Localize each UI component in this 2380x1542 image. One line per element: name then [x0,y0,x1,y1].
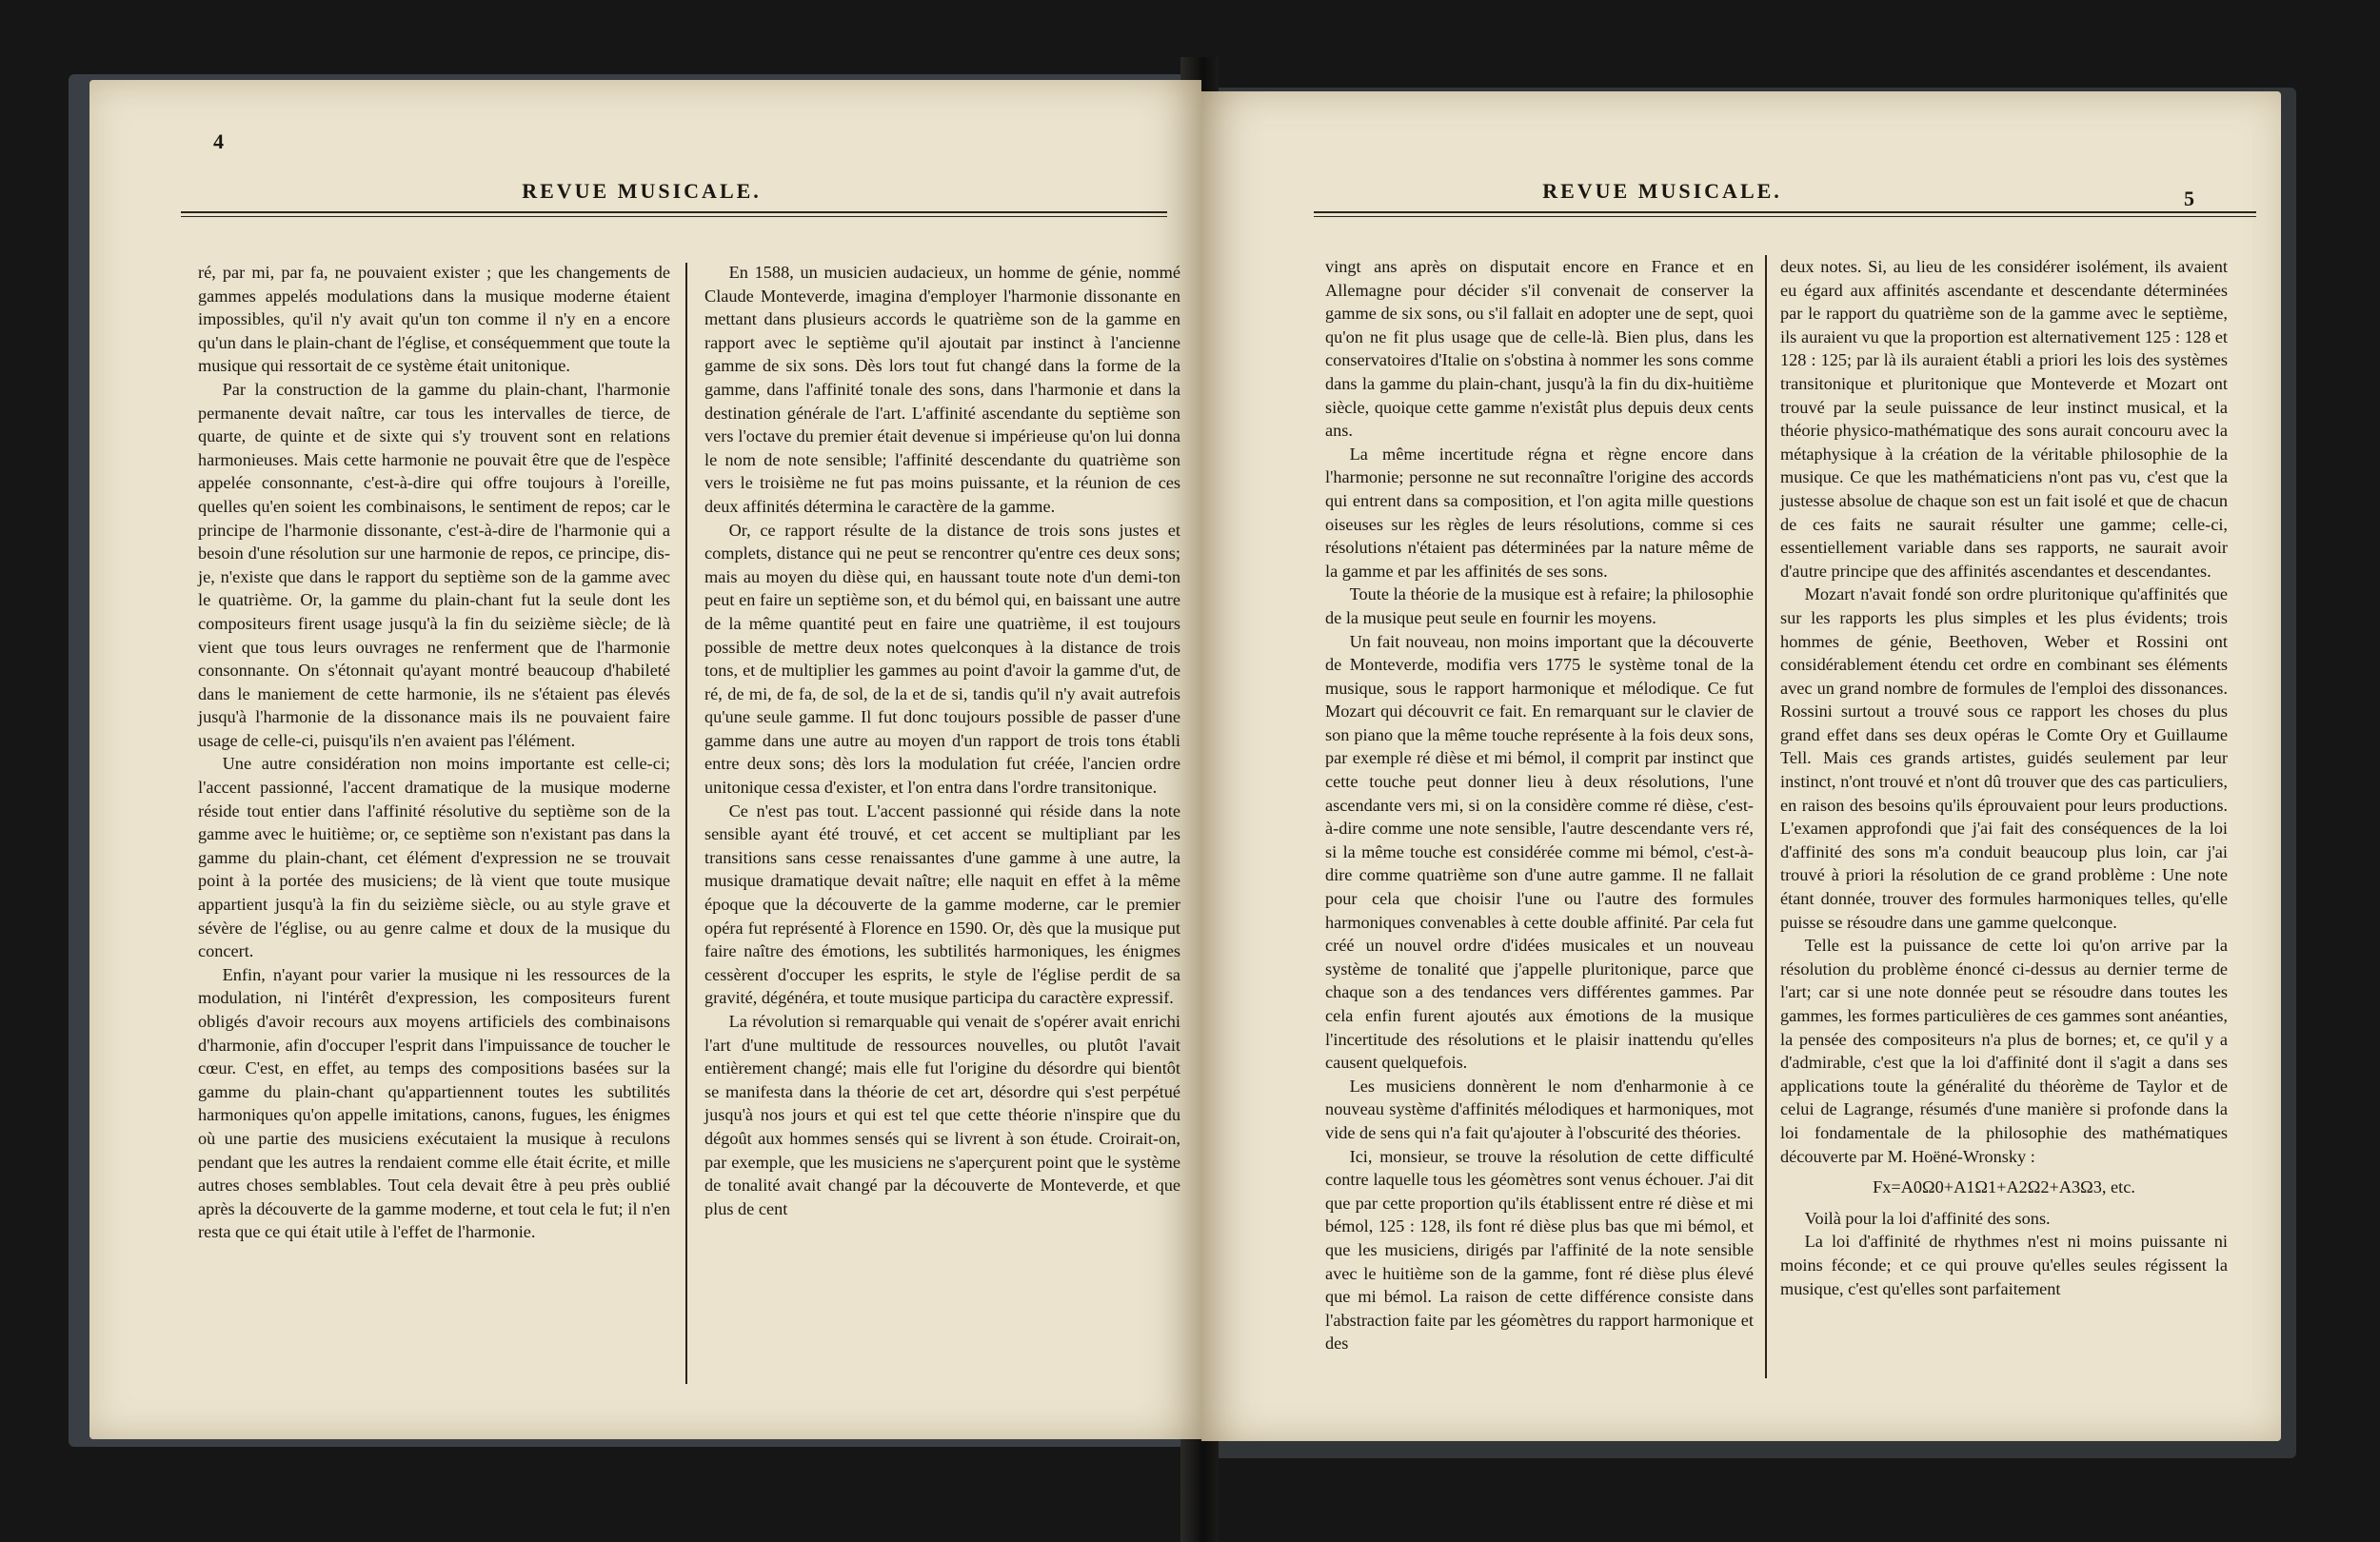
paragraph: En 1588, un musicien audacieux, un homme de génie, nommé Claude Monteverde, imagina d'employer l'harmonie dissonante en mettant dans plusieurs accords le quatrième son de la gamme en rapport avec le septième qu'il ajoutait par instinct à l'ancienne gamme de six sons. Dès lors tout fut changé dans la forme de la gamme, dans l'affinité tonale des sons, dans l'harmonie et dans la destination générale de l'art. L'affinité ascendante du septième son vers l'octave du premier était devenue si impérieuse qu'on lui donna le nom de note sensible; l'affinité descendante du quatrième son vers le troisième ne fut pas moins puissante, et la réunion de ces deux affinités détermina le caractère de la gamme. [704,263,1180,516]
paragraph: Voilà pour la loi d'affinité des sons. [1804,1208,2051,1228]
paragraph: ré, par mi, par fa, ne pouvaient exister ; que les changements de gammes appelés modulations dans la musique moderne étaient impossibles, qu'il n'y avait qu'un ton comme il n'y en a encore qu'un dans le plain-chant de l'église, et conséquemment que toute la musique qui ressortait de ce système était unitonique. [198,263,670,376]
paragraph: Par la construction de la gamme du plain-chant, l'harmonie permanente devait naître, car tous les intervalles de tierce, de quarte, de quinte et de sixte qui s'y trouvent sont en relations harmonieuses. Mais cette harmonie ne pouvait être que de l'espèce appelée consonnante, c'est-à-dire qui offre toujours à l'oreille, quelles qu'en soient les combinaisons, le sentiment de repos; car le principe de l'harmonie dissonante, c'est-à-dire de l'harmonie qui a besoin d'une résolution sur une harmonie de repos, ce principe, dis-je, n'existe que dans le rapport du septième son de la gamme avec le quatrième. Or, la gamme du plain-chant fut la seule dont les compositeurs firent usage jusqu'à la fin du seizième siècle; de là vient que tous leurs ouvrages ne renferment que de l'harmonie consonnante. On s'étonnait qu'ayant montré beaucoup d'habileté dans le maniement de cette harmonie, ils ne s'étaient pas élevés jusqu'à l'harmonie de la dissonance mais ils ne pouvaient faire usage de celle-ci, puisqu'ils n'en avaient pas l'élément. [198,379,670,750]
column-divider [1765,255,1767,1378]
column-right [1780,255,2228,1300]
paragraph: La loi d'affinité de rhythmes n'est ni moins puissante ni moins féconde; et ce qui prouve qu'elles seules régissent la musique, c'est qu'elles sont parfaitement [1780,1232,2228,1298]
left-page [89,80,1201,1439]
column-right [704,261,1180,1220]
paragraph: Ce n'est pas tout. L'accent passionné qui réside dans la note sensible ayant été trouvé, et cet accent se multipliant par les transitions sans cesse renaissantes d'une gamme à une autre, la musique dramatique devait naître; elle naquit en effet à la même époque que la découverte de la gamme moderne, car le premier opéra fut représenté à Florence en 1590. Or, dès que la musique put faire naître des émotions, les subtilités harmoniques, les énigmes cessèrent d'occuper les esprits, le style de l'église perdit de sa gravité, dégénéra, et toute musique participa du caractère expressif. [704,801,1180,1008]
paragraph: deux notes. Si, au lieu de les considérer isolément, ils avaient eu égard aux affinités ascendante et descendante déterminées par le rapport du quatrième son de la gamme avec le septième, ils auraient vu que la proportion est alternativement 125 : 128 et 128 : 125; par là ils auraient établi a priori les lois des systèmes transitonique et pluritonique que Monteverde et Mozart ont trouvé par la seule puissance de leur instinct musical, et la théorie physico-mathématique des sons aurait concouru avec la métaphysique à la création de la véritable philosophie de la musique. Ce que les mathématiciens n'ont pas vu, c'est que la justesse absolue de chaque son est un fait isolé et que de chacun de ces faits ne saurait résulter une gamme; celle-ci, essentiellement variable dans ses rapports, ne saurait avoir d'autre principe que des affinités ascendantes et descendantes. [1780,257,2228,581]
paragraph: Enfin, n'ayant pour varier la musique ni les ressources de la modulation, ni l'intérêt d'expression, les compositeurs furent obligés d'avoir recours aux moyens artificiels des combinaisons d'harmonie, afin d'occuper l'esprit dans l'impuissance de toucher le cœur. C'est, en effet, au temps des compositions basées sur la gamme du plain-chant qu'appartiennent toutes les subtilités harmoniques qu'on appelle imitations, canons, fugues, les énigmes où une partie des musiciens exécutaient la musique à reculons pendant que les autres la rendaient comme elle était écrite, et mille autres choses semblables. Tout cela devait être à peu près oublié après la découverte de la gamme moderne, et tout cela le fut; il n'en resta que ce qui était utile à l'effet de l'harmonie. [198,964,670,1242]
paragraph: vingt ans après on disputait encore en France et en Allemagne pour décider s'il convenait de conserver la gamme de six sons, ou s'il fallait en adopter une de sept, quoi qu'on ne fit plus usage que de celle-là. Bien plus, dans les conservatoires d'Italie on s'obstina à nommer les sons comme dans la gamme du plain-chant, jusqu'à la fin du dix-huitième siècle, quoique cette gamme n'existât plus depuis deux cents ans. [1325,257,1754,441]
paragraph: Une autre considération non moins importante est celle-ci; l'accent passionné, l'accent dramatique de la musique moderne réside tout entier dans l'affinité résolutive du septième son de la gamme avec le huitième; or, ce septième son n'existant pas dans la gamme du plain-chant, cet élément d'expression ne se trouvait point à la portée des musiciens; de là vient que toute musique appartient jusqu'à la fin du seizième siècle, ou au style grave et sévère de l'église, ou au genre calme et doux de la musique du concert. [198,754,670,961]
column-left [1325,255,1754,1355]
running-head: REVUE MUSICALE. [522,179,762,203]
paragraph: La même incertitude régna et règne encore dans l'harmonie; personne ne sut reconnaître l'origine des accords qui entrent dans sa composition, et l'on agita mille questions oiseuses sur les règles de leurs résolutions, comme si ces résolutions n'étaient pas déterminées par la nature même de la gamme et par les affinités de ses sons. [1325,444,1754,581]
running-head: REVUE MUSICALE. [1542,179,1782,203]
page-number: 5 [2184,187,2194,210]
paragraph: Mozart n'avait fondé son ordre pluritonique qu'affinités que sur les rapports les plus simples et les plus évidents; trois hommes de génie, Beethoven, Weber et Rossini ont considérablement étendu cet ordre en combinant ses éléments avec un grand nombre de formules de l'emploi des dissonances. Rossini surtout a trouvé sous ce rapport les choses du plus grand effet dans ses deux opéras le Comte Ory et Guillaume Tell. Mais ces grands artistes, guidés seulement par leur instinct, n'ont trouvé et n'ont dû trouver que des cas particuliers, en raison des besoins qu'ils éprouvaient pour leurs productions. L'examen approfondi que j'ai fait des conséquences de la loi d'affinité des sons m'a conduit beaucoup plus loin, car j'ai trouvé à priori la résolution de ce grand problème : Une note étant donnée, trouver des formules harmoniques telles, qu'elle puisse se résoudre dans une gamme quelconque. [1780,584,2228,932]
formula: Fx=A0Ω0+A1Ω1+A2Ω2+A3Ω3, etc. [1873,1177,2135,1197]
paragraph: La révolution si remarquable qui venait de s'opérer avait enrichi l'art d'une multitude de ressources nouvelles, ou plutôt l'avait entièrement changé; mais elle fut l'origine du désordre qui bientôt se manifesta dans la théorie de cet art, désordre qui s'est perpétué jusqu'à nos jours et qui est tel que cette théorie n'inspire que du dégoût aux hommes sensés qui se livrent à son étude. Croirait-on, par exemple, que les musiciens ne s'aperçurent point que le système de tonalité avait changé par la découverte de Monteverde, et que plus de cent [704,1012,1180,1218]
header-rule [1314,211,2256,217]
column-divider [685,263,687,1384]
paragraph: Les musiciens donnèrent le nom d'enharmonie à ce nouveau système d'affinités mélodiques et harmoniques, mot vide de sens qui n'a fait qu'ajouter à l'obscurité des théories. [1325,1076,1754,1142]
right-page [1201,91,2281,1441]
header-rule [181,211,1167,217]
paragraph: Or, ce rapport résulte de la distance de trois sons justes et complets, distance qui ne peut se rencontrer qu'entre ces deux sons; mais au moyen du dièse qui, en haussant toute note d'un demi-ton peut en faire un septième son, et du bémol qui, en baissant une autre de la même quantité peut en faire une quatrième, il est toujours possible de mettre deux notes quelconques à la distance de trois tons, et de multiplier les gammes au point d'avoir la gamme d'ut, de ré, de mi, de fa, de sol, de la et de si, tandis qu'il n'y avait autrefois qu'une seule gamme. Il fut donc toujours possible de passer d'une gamme dans une autre au moyen d'un rapport de trois tons établi entre deux sons; dès lors la modulation fut créée, l'ancien ordre unitonique cessa d'exister, et l'on entra dans l'ordre transitonique. [704,520,1180,798]
column-left [198,261,670,1244]
paragraph: Telle est la puissance de cette loi qu'on arrive par la résolution du problème énoncé ci-dessus au dernier terme de l'art; car si une note donnée peut se résoudre dans toutes les gammes, les formes particulières de ces gammes sont anéanties, la pensée des compositeurs n'a plus de bornes; et, ce qu'il y a d'admirable, c'est que la loi d'affinité dont il s'agit a dans ses applications toute la généralité du théorème de Taylor et de celui de Lagrange, résumés d'une manière si profonde dans la loi fondamentale de la philosophie des mathématiques découverte par M. Hoëné-Wronsky : [1780,936,2228,1166]
paragraph: Toute la théorie de la musique est à refaire; la philosophie de la musique peut seule en fournir les moyens. [1325,584,1754,627]
page-number: 4 [213,129,224,153]
paragraph: Ici, monsieur, se trouve la résolution de cette difficulté contre laquelle tous les géomètres sont venus échouer. J'ai dit que par cette proportion qu'ils établissent entre ré dièse et mi bémol, 125 : 128, ils font ré dièse plus bas que mi bémol, et que les musiciens, dirigés par l'affinité de la note sensible avec le huitième son de la gamme, font ré dièse plus élevé que mi bémol. La raison de cette différence consiste dans l'abstraction faite par les géomètres du rapport harmonique et des [1325,1146,1754,1354]
paragraph: Un fait nouveau, non moins important que la découverte de Monteverde, modifia vers 1775 le système tonal de la musique, sous le rapport harmonique et mélodique. Ce fut Mozart qui découvrit ce fait. En remarquant sur le clavier de son piano que la même touche représente à la fois deux sons, par exemple ré dièse et mi bémol, il comprit par instinct que cette touche peut donner lieu à deux résolutions, l'une ascendante vers mi, si on la considère comme ré dièse, c'est-à-dire comme une note sensible, l'autre descendante vers ré, si la même touche est considérée comme mi bémol, c'est-à-dire comme quatrième son d'une autre gamme. Il ne fallait pour cela que choisir l'une ou l'autre des formules harmoniques convenables à cette double affinité. Par cela fut créé un nouvel ordre d'idées musicales et un nouveau système de tonalité que j'appelle pluritonique, parce que chaque son a des tendances vers différentes gammes. Par cela enfin furent ajoutés aux émotions de la musique l'incertitude des résolutions et le plaisir inattendu qu'elles causent quelquefois. [1325,631,1754,1073]
